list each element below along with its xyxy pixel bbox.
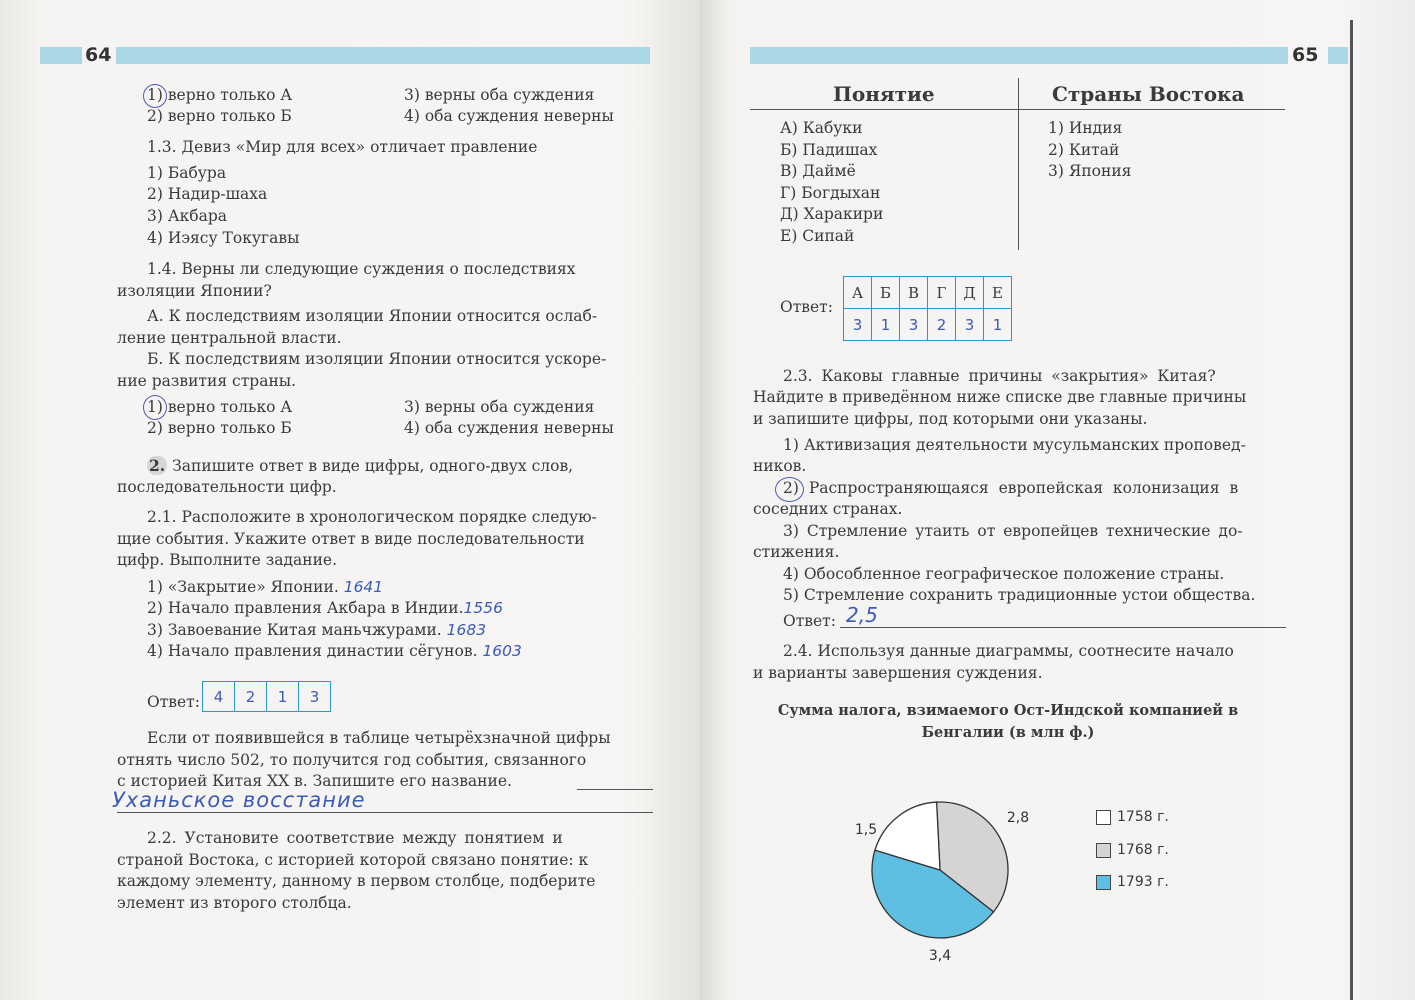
pie-chart [820,760,1060,980]
q22-prompt-line1: 2.2. Установите соответствие между понятием и [147,829,563,847]
q22-answer-label: Ответ: [780,298,833,316]
q24-prompt-line1: 2.4. Используя данные диаграммы, соотнесите начало [783,642,1234,660]
q21-prompt-line3: цифр. Выполните задание. [117,551,338,569]
q21-event-3 [147,620,486,642]
section2-heading-line2: последовательности цифр. [117,478,337,496]
q14-option-2[interactable]: 2) верно только Б [147,419,292,437]
q13-option-4[interactable]: 4) Иэясу Токугавы [147,229,300,247]
event-text: 3) Завоевание Китая маньчжурами. [147,621,442,639]
q21-followup-line2: отнять число 502, то получится год события, связанного [117,751,587,769]
concept-item: Е) Сипай [780,227,855,245]
q14-statement-b-line2: ние развития страны. [117,372,297,390]
header-bar-right-stub [1328,47,1348,64]
q22-prompt-line4: элемент из второго столбца. [117,894,352,912]
right-page [700,0,1415,1000]
letter-cell: Б [872,277,900,309]
answer-cell[interactable]: 1 [872,309,900,341]
answer-cell[interactable]: 3 [299,682,331,712]
legend-swatch [1096,810,1111,825]
legend-label: 1758 г. [1117,809,1169,825]
legend-label: 1768 г. [1117,842,1169,858]
q23-prompt-line1: 2.3. Каковы главные причины «закрытия» Китая? [783,367,1216,385]
page-number: 65 [1292,44,1319,66]
q13-option-3[interactable]: 3) Акбара [147,207,227,225]
concept-item: А) Кабуки [780,119,863,137]
q22-prompt-line2: страной Востока, с историей которой связано понятие: к [117,851,589,869]
answer-cell[interactable]: 1 [267,682,299,712]
section2-heading-text: Запишите ответ в виде цифры, одного-двух слов, [167,457,574,475]
q21-followup-line1: Если от появившейся в таблице четырёхзначной цифры [147,729,611,747]
concept-item: Б) Падишах [780,141,878,159]
q21-prompt-line1: 2.1. Расположите в хронологическом порядке следую- [147,508,597,526]
legend-item-1768 [1096,842,1169,858]
section-number-badge: 2. [149,456,166,475]
q14-statement-a-line2: ление центральной власти. [117,329,342,347]
legend-item-1758 [1096,809,1169,825]
legend-swatch [1096,875,1111,890]
handwritten-year: 1556 [463,599,503,617]
q23-option-1-line2[interactable]: ников. [753,457,807,475]
country-item: 2) Китай [1048,141,1120,159]
q14-statement-a-line1: А. К последствиям изоляции Японии относится ослаб- [147,307,598,325]
q13-option-1[interactable]: 1) Бабура [147,164,227,182]
handwritten-answer[interactable]: Уханьское восстание [112,788,366,812]
match-header-concept: Понятие [833,82,935,106]
handwritten-year: 1603 [482,642,522,660]
event-text: 2) Начало правления Акбара в Индии. [147,599,464,617]
q21-followup-line3: с историей Китая XX в. Запишите его название. [117,772,512,790]
match-header-countries: Страны Востока [1052,82,1245,106]
country-item: 1) Индия [1048,119,1123,137]
handwritten-answer[interactable]: 2,5 [846,603,878,627]
handwritten-year: 1641 [343,578,384,596]
q21-event-2 [147,598,503,620]
section2-heading-line1 [147,455,573,478]
answer-cell[interactable]: 1 [984,309,1012,341]
book-edge [1350,20,1353,1000]
q12-option-2[interactable]: 2) верно только Б [147,107,292,125]
pie-value-label: 1,5 [854,822,878,838]
event-text: 1) «Закрытие» Японии. [147,578,339,596]
q21-event-1 [147,577,383,599]
q14-prompt-line2: изоляции Японии? [117,282,272,300]
q23-prompt-line3: и запишите цифры, под которыми они указаны. [753,410,1148,428]
q23-option-3-line2[interactable]: стижения. [753,543,840,561]
q14-prompt-line1: 1.4. Верны ли следующие суждения о последствиях [147,260,576,278]
q12-option-3[interactable]: 3) верны оба суждения [404,86,595,104]
q22-answer-table[interactable] [843,276,1012,341]
letter-cell: В [900,277,928,309]
table-divider [1018,78,1019,250]
q23-option-4[interactable]: 4) Обособленное географическое положение страны. [783,565,1225,583]
legend-item-1793 [1096,874,1169,890]
q14-option-3[interactable]: 3) верны оба суждения [404,398,595,416]
q23-option-1-line1[interactable]: 1) Активизация деятельности мусульманских проповед- [783,436,1246,454]
q14-option-4[interactable]: 4) оба суждения неверны [404,419,614,437]
country-item: 3) Япония [1048,162,1132,180]
header-bar [116,47,650,64]
header-bar-left-stub [40,47,82,64]
answer-cell[interactable]: 2 [235,682,267,712]
answer-circle-mark [143,395,167,420]
event-text: 4) Начало правления династии сёгунов. [147,642,478,660]
q13-prompt: 1.3. Девиз «Мир для всех» отличает правление [147,138,538,156]
q23-option-2-line1[interactable]: 2) Распространяющаяся европейская колонизация в [783,479,1239,497]
answer-cell[interactable]: 3 [900,309,928,341]
left-page [0,0,700,1000]
legend-label: 1793 г. [1117,874,1169,890]
q21-event-4 [147,641,522,663]
answer-line [117,812,653,813]
pie-value-label: 3,4 [928,948,952,964]
answer-cell[interactable]: 2 [928,309,956,341]
concept-item: В) Даймё [780,162,856,180]
q21-answer-label: Ответ: [147,693,200,711]
concept-item: Г) Богдыхан [780,184,881,202]
pie-value-label: 2,8 [1006,810,1030,826]
q23-option-3-line1[interactable]: 3) Стремление утаить от европейцев технические до- [783,522,1243,540]
answer-cell[interactable]: 3 [844,309,872,341]
letter-cell: Е [984,277,1012,309]
q21-prompt-line2: щие события. Укажите ответ в виде последовательности [117,530,585,548]
q12-option-4[interactable]: 4) оба суждения неверны [404,107,614,125]
q23-answer-label: Ответ: [783,612,836,630]
q13-option-2[interactable]: 2) Надир-шаха [147,185,268,203]
answer-circle-mark [143,84,167,108]
header-bar [750,47,1288,64]
letter-cell: Г [928,277,956,309]
letter-cell: А [844,277,872,309]
answer-cell[interactable]: 3 [956,309,984,341]
answer-line [577,789,653,790]
answer-line [840,627,1286,628]
q22-prompt-line3: каждому элементу, данному в первом столбце, подберите [117,872,596,890]
q21-answer-boxes[interactable] [202,681,331,712]
q14-option-1[interactable]: 1) верно только А [147,398,293,416]
concept-item: Д) Харакири [780,205,884,223]
q23-prompt-line2: Найдите в приведённом ниже списке две главные причины [753,388,1247,406]
q14-statement-b-line1: Б. К последствиям изоляции Японии относится ускоре- [147,350,607,368]
chart-title: Сумма налога, взимаемого Ост-Индской компанией в Бенгалии (в млн ф.) [777,702,1239,741]
letter-cell: Д [956,277,984,309]
q23-option-2-line2[interactable]: соседних странах. [753,500,903,518]
q12-option-1[interactable]: 1) верно только А [147,86,293,104]
answer-cell[interactable]: 4 [203,682,235,712]
handwritten-year: 1683 [446,621,487,639]
legend-swatch [1096,843,1111,858]
q23-option-5[interactable]: 5) Стремление сохранить традиционные устои общества. [783,586,1256,604]
page-number: 64 [85,44,112,66]
q24-prompt-line2: и варианты завершения суждения. [753,664,1043,682]
